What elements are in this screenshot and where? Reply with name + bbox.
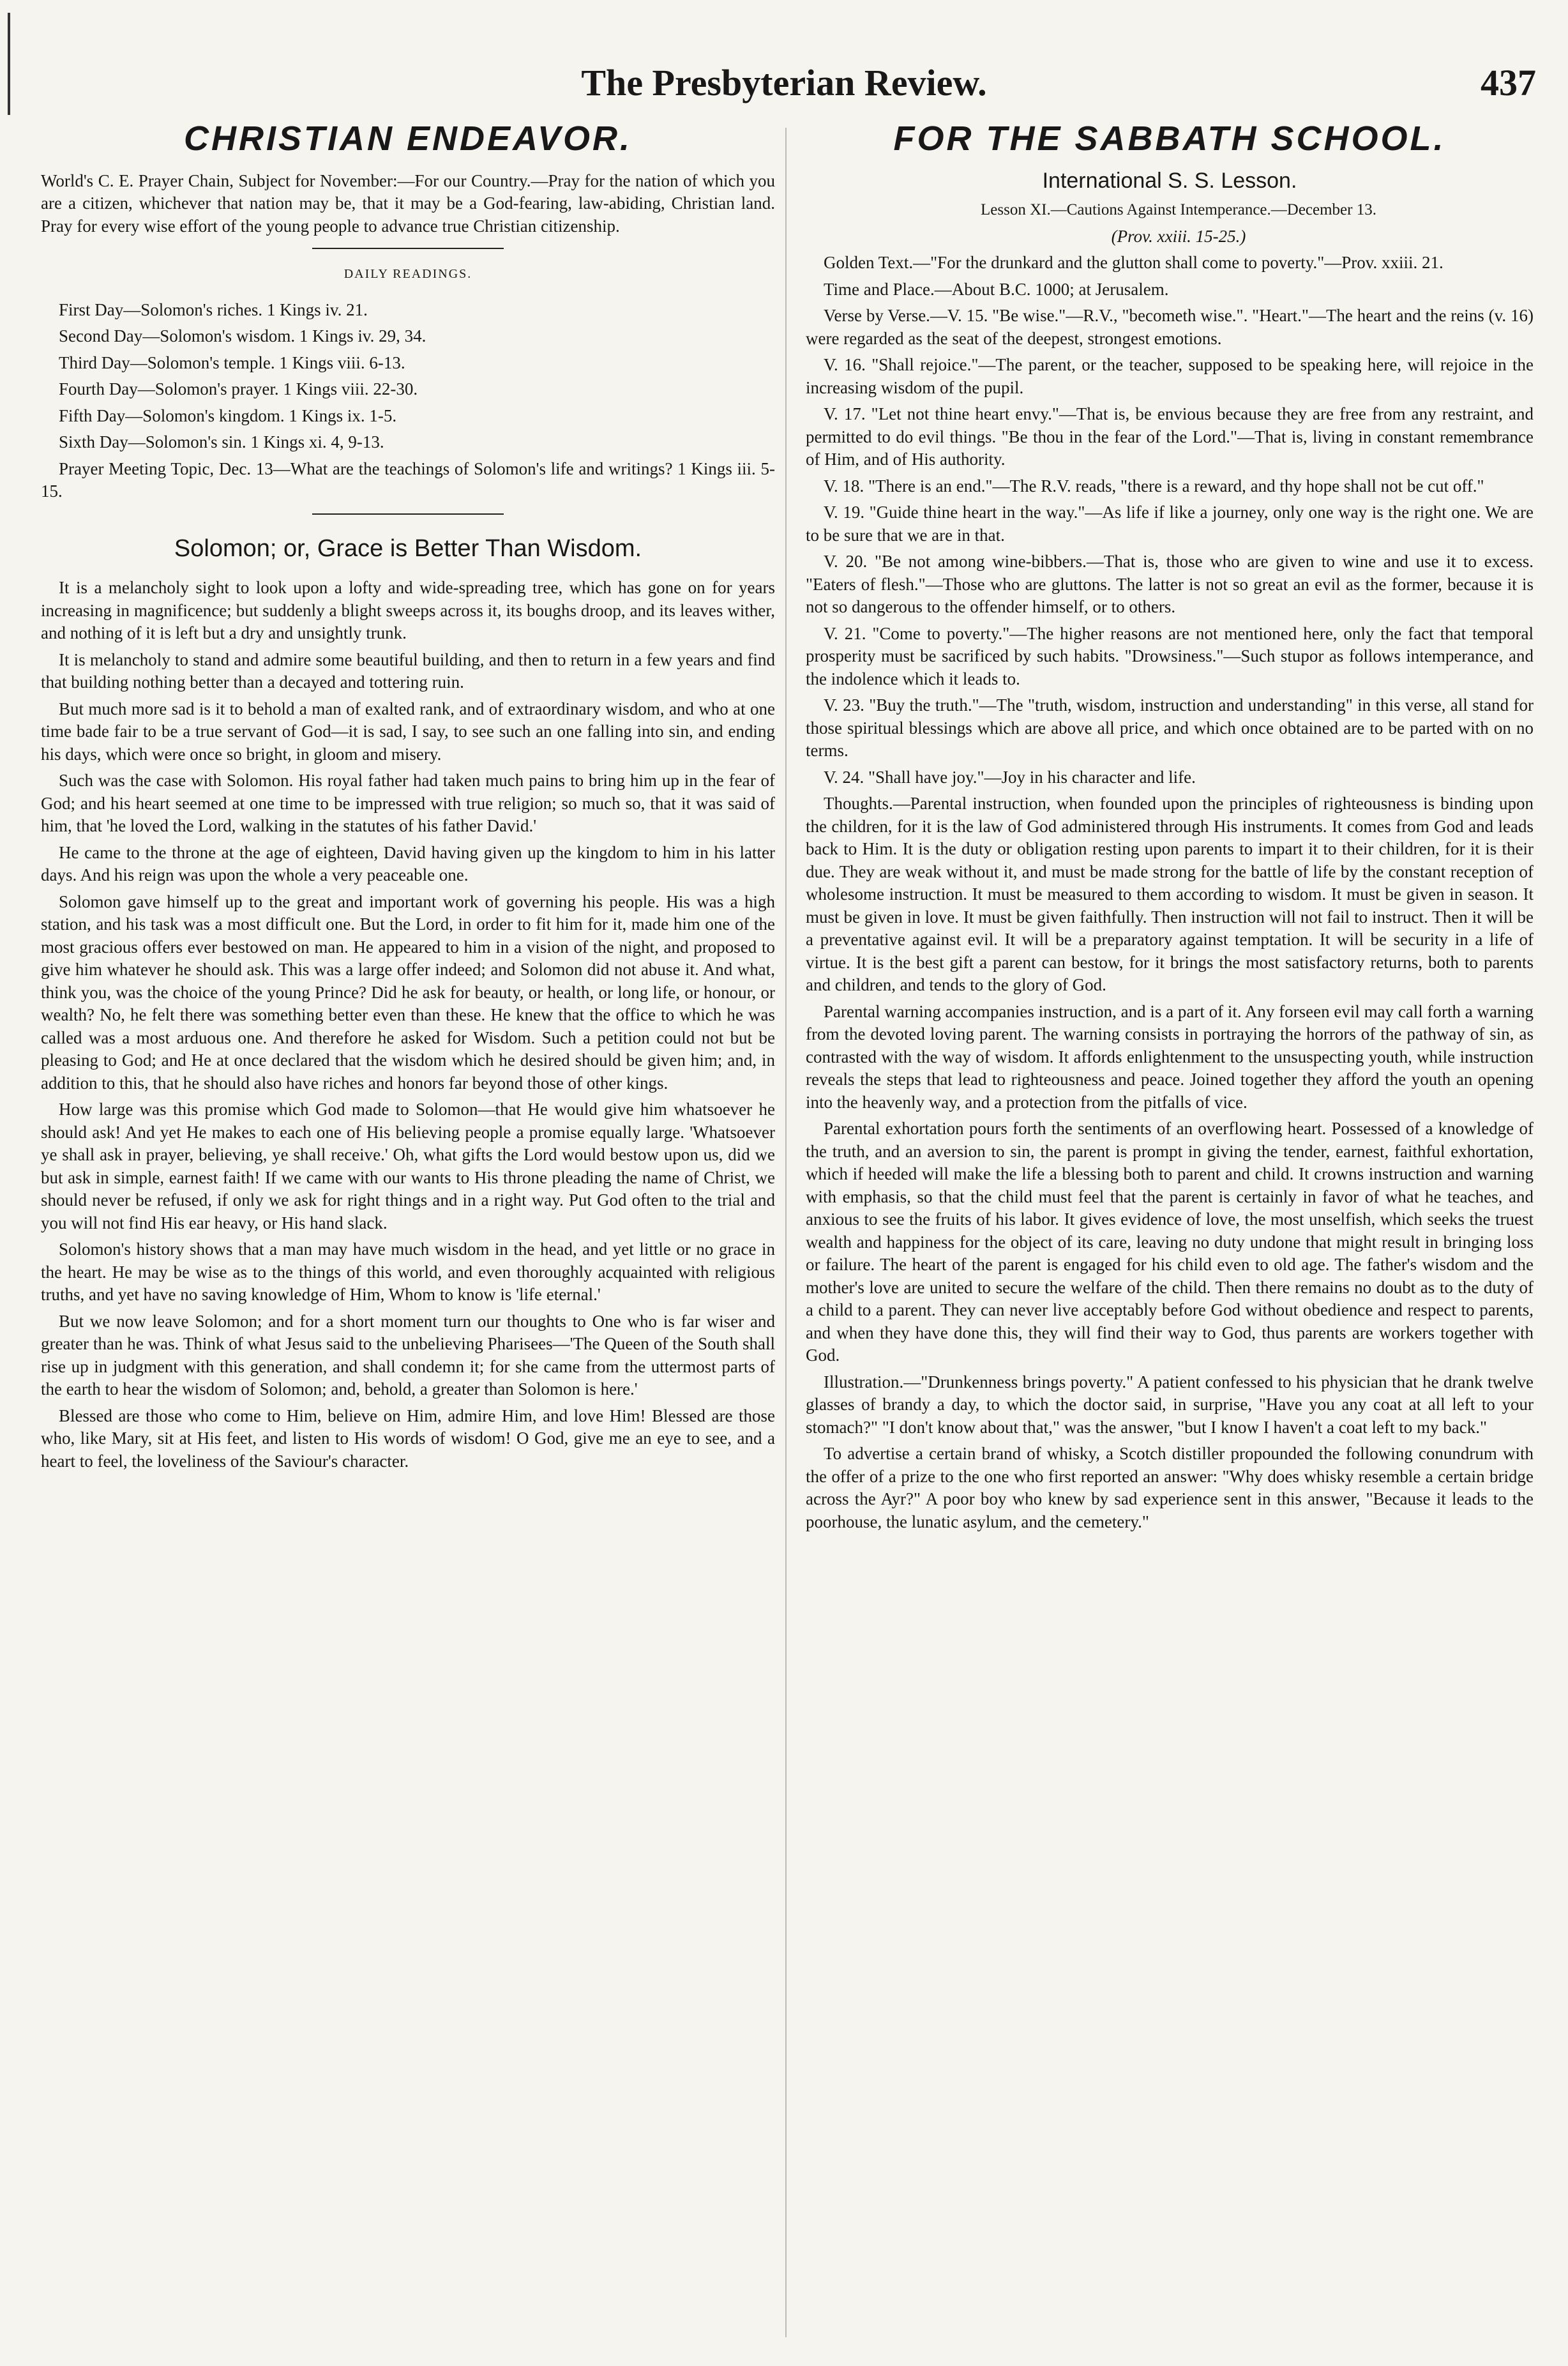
divider — [312, 513, 504, 515]
lesson-paragraph: V. 19. "Guide thine heart in the way."—As life if like a journey, only one way is the right one. We are to be sure that we are in that. — [806, 503, 1534, 545]
article-paragraph: Blessed are those who come to Him, believe on Him, admire Him, and love Him! Blessed are those who, like Mary, sit at His feet, and listen to His words of wisdom! O God, give me an eye to see, and a heart to feel, the loveliness of the Saviour's character. — [41, 1406, 775, 1471]
article-paragraph: It is melancholy to stand and admire some beautiful building, and then to return in a few years and find that building nothing better than a decayed and tottering ruin. — [41, 649, 775, 692]
page-number: 437 — [1481, 62, 1536, 103]
lesson-paragraph: V. 20. "Be not among wine-bibbers.—That is, those who are given to wine and use it to excess. "Eaters of flesh."—Those who are gluttons. The latter is not so great an evil as the former, because it is not so dangerous to the offender himself, or to others. — [806, 552, 1534, 616]
lesson-paragraph: Parental warning accompanies instruction, and is a part of it. Any forseen evil may call forth a warning from the devoted loving parent. The warning consists in portraying the horrors of the pathway of sin, as contrasted with the way of wisdom. It affords enlightenment to the unsuspecting youth, while instruction reveals the steps that lead to righteousness and peace. Joined together they afford the youth an opening into the heavenly way, and a protection from the pitfalls of vice. — [806, 1001, 1534, 1112]
prayer-chain-text: World's C. E. Prayer Chain, Subject for November:—For our Country.—Pray for the nation of which you are a citizen, whichever that nation may be, that it may be a God-fearing, law-abiding, Christian land. Pray for every wise effort of the young people to advance true Christian citizenship. — [41, 171, 775, 236]
lesson-paragraph: V. 24. "Shall have joy."—Joy in his character and life. — [824, 767, 1196, 787]
article-paragraph: How large was this promise which God made to Solomon—that He would give him whatsoever he should ask! And yet He makes to each one of His believing people a promise equally large. 'Whatsoever ye shall ask in prayer, believing, ye shall receive.' Oh, what gifts the Lord would bestow upon us, did we but ask in simple, earnest faith! If we came with our wants to His throne pleading the name of Christ, we should never be refused, if only we ask for right things and in a right way. Put God often to the trial and you will not find His ear heavy, or His hand slack. — [41, 1100, 775, 1232]
article-title: Solomon; or, Grace is Better Than Wisdom. — [174, 535, 642, 562]
article-paragraph: He came to the throne at the age of eighteen, David having given up the kingdom to him in his latter days. And his reign was upon the whole a very peaceable one. — [41, 842, 775, 884]
lesson-paragraph: To advertise a certain brand of whisky, a Scotch distiller propounded the following conundrum with the offer of a prize to the one who first reported an answer: "Why does whisky resemble a certain bridge across the Ayr?" A poor boy who knew by sad experience sent in this answer, "Because it leads to the poorhouse, the lunatic asylum, and the cemetery." — [806, 1444, 1534, 1531]
reading-item: First Day—Solomon's riches. 1 Kings iv. 21. — [59, 300, 368, 319]
reading-item: Sixth Day—Solomon's sin. 1 Kings xi. 4, 9-13. — [59, 432, 384, 451]
lesson-reference: (Prov. xxiii. 15-25.) — [1111, 226, 1246, 246]
right-column — [806, 119, 1534, 1537]
publication-title: The Presbyterian Review. — [581, 62, 987, 103]
lesson-paragraph: Thoughts.—Parental instruction, when founded upon the principles of righteousness is binding upon the children, for it is the law of God administered through His instruments. It comes from God and leads back to Him. It is the duty or obligation resting upon parents to impart it to their children, for it is their due. They are weak without it, and must be made strong for the battle of life by the constant reception of wholesome instruction. It must be measured to them according to wisdom. It must be given in season. It must be given in love. It must be given faithfully. Then instruction will not fail to instruct. Then it will be a preventative against evil. It will be a preparatory against temptation. It will be security in a life of virtue. It is the best gift a parent can bestow, for it brings the most satisfactory returns, both to parents and children, and tends to the glory of God. — [806, 794, 1534, 994]
lesson-heading: Lesson XI.—Cautions Against Intemperance.—December 13. — [981, 201, 1376, 218]
article-paragraph: Solomon gave himself up to the great and important work of governing his people. His was a high station, and his task was a most difficult one. But the Lord, in order to fit him for it, made him one of the most gracious offers ever bestowed on man. He appeared to him in a vision of the night, and proposed to give him whatever he should ask. This was a large offer indeed; and Solomon did not abuse it. And what, think you, was the choice of the young Prince? Did he ask for beauty, or health, or long life, or honour, or wealth? No, he felt there was something better even than these. He knew that the office to which he was called was a most arduous one. And therefore he asked for Wisdom. Such a petition could not but be pleasing to God; and He at once declared that the wisdom which he desired should be given him; and, in addition to this, that he should also have riches and honors far beyond those of other kings. — [41, 891, 775, 1093]
divider — [312, 248, 504, 249]
left-column — [41, 119, 775, 1476]
reading-item: Third Day—Solomon's temple. 1 Kings viii. 6-13. — [59, 353, 405, 372]
reading-item: Fifth Day—Solomon's kingdom. 1 Kings ix. 1-5. — [59, 406, 397, 425]
article-paragraph: Solomon's history shows that a man may have much wisdom in the head, and yet little or no grace in the heart. He may be wise as to the things of this world, and even thoroughly acquainted with religious truths, and yet have no saving knowledge of Him, Whom to know is 'life eternal.' — [41, 1240, 775, 1304]
section-title-christian-endeavor: CHRISTIAN ENDEAVOR. — [183, 119, 633, 158]
masthead — [0, 61, 1568, 112]
lesson-paragraph: V. 18. "There is an end."—The R.V. reads, "there is a reward, and thy hope shall not be cut off." — [824, 476, 1484, 496]
article-paragraph: But much more sad is it to behold a man of exalted rank, and of extraordinary wisdom, and who at one time bade fair to be a true servant of God—it is sad, I say, to see such an one falling into sin, and ending his days, which were once so bright, in gloom and misery. — [41, 699, 775, 764]
lesson-paragraph: Illustration.—"Drunkenness brings poverty." A patient confessed to his physician that he drank twelve glasses of brandy a day, to which the doctor said, in surprise, "Have you any coat at all left to your stomach?" "I don't know about that," was the answer, "but I know I haven't a coat left to my back." — [806, 1372, 1534, 1437]
column-divider — [785, 128, 787, 2337]
lesson-paragraph: V. 21. "Come to poverty."—The higher reasons are not mentioned here, only the fact that temporal prosperity must be sacrificed by such habits. "Drowsiness."—Such stupor as follows intemperance, and the indolence which it leads to. — [806, 623, 1534, 688]
lesson-paragraph: Golden Text.—"For the drunkard and the glutton shall come to poverty."—Prov. xxiii. 21. — [824, 253, 1444, 272]
article-paragraph: It is a melancholy sight to look upon a lofty and wide-spreading tree, which has gone on for years increasing in magnificence; but suddenly a blight sweeps across it, its boughs droop, and its leaves wither, and nothing of it is left but a dry and unsightly trunk. — [41, 578, 775, 642]
article-paragraph: But we now leave Solomon; and for a short moment turn our thoughts to One who is far wiser and greater than he was. Think of what Jesus said to the unbelieving Pharisees—'The Queen of the South shall rise up in judgment with this generation, and shall condemn it; for she came from the uttermost parts of the earth to hear the wisdom of Solomon; and, behold, a greater than Solomon is here.' — [41, 1311, 775, 1399]
lesson-subtitle: International S. S. Lesson. — [1042, 168, 1297, 193]
lesson-paragraph: V. 16. "Shall rejoice."—The parent, or the teacher, supposed to be speaking here, will rejoice in the increasing wisdom of the pupil. — [806, 355, 1534, 397]
reading-item: Fourth Day—Solomon's prayer. 1 Kings viii. 22-30. — [59, 379, 418, 398]
lesson-paragraph: V. 17. "Let not thine heart envy."—That is, be envious because they are free from any restraint, and permitted to do evil things. "Be thou in the fear of the Lord."—That is, living in constant remembrance of Him, and of His authority. — [806, 404, 1534, 469]
prayer-meeting-topic: Prayer Meeting Topic, Dec. 13—What are the teachings of Solomon's life and writings? 1 Kings iii. 5-15. — [41, 459, 775, 501]
lesson-paragraph: Time and Place.—About B.C. 1000; at Jerusalem. — [824, 279, 1169, 299]
lesson-paragraph: Parental exhortation pours forth the sentiments of an overflowing heart. Possessed of a knowledge of the truth, and an aversion to sin, the parent is prompt in giving the tender, earnest, faithful exhortation, which if heeded will make the life a blessing both to parent and child. It crowns instruction and warning with emphasis, so that the child must feel that the parent is certainly in favor of what he teaches, and anxious to see the fruits of his labor. It gives evidence of love, the most unselfish, which seeks the truest wealth and happiness for the object of its care, leaving no duty undone that might result in bringing loss or failure. The heart of the parent is engaged for his child even to old age. The father's wisdom and the mother's love are united to secure the welfare of the child. Then there remains no doubt as to the duty of a child to a parent. They can never live acceptably before God without obedience and respect to parents, and when they have done this, they will find their way to God, thus parents are workers together with God. — [806, 1119, 1534, 1365]
lesson-paragraph: V. 23. "Buy the truth."—The "truth, wisdom, instruction and understanding" in this verse, all stand for those spiritual blessings which are above all price, and which once obtained are to be parted with on no terms. — [806, 695, 1534, 760]
section-title-sabbath-school: FOR THE SABBATH SCHOOL. — [893, 119, 1446, 158]
article-paragraph: Such was the case with Solomon. His royal father had taken much pains to bring him up in the fear of God; and his heart seemed at one time to be impressed with true religion; so much so, that it was said of him, that 'he loved the Lord, walking in the statutes of his father David.' — [41, 771, 775, 835]
daily-readings-heading: DAILY READINGS. — [343, 267, 472, 281]
lesson-paragraph: Verse by Verse.—V. 15. "Be wise."—R.V., "becometh wise.". "Heart."—The heart and the reins (v. 16) were regarded as the seat of the deepest, strongest emotions. — [806, 306, 1534, 348]
reading-item: Second Day—Solomon's wisdom. 1 Kings iv. 29, 34. — [59, 326, 426, 345]
